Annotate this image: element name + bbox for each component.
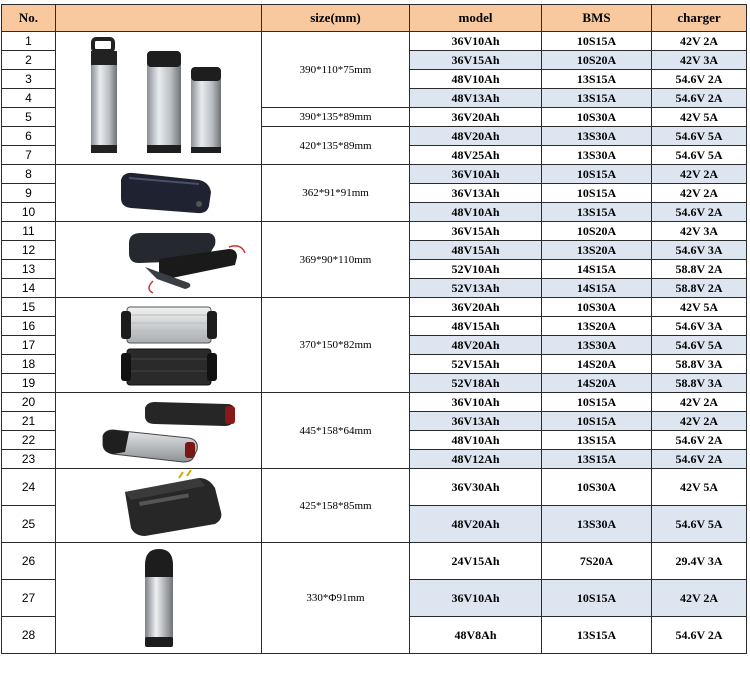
model-cell: 48V13Ah: [410, 89, 542, 108]
charger-cell: 54.6V 2A: [652, 431, 747, 450]
silver-rack-tube-batteries-photo: [59, 33, 259, 163]
table-row: [2, 543, 747, 580]
charger-cell: 54.6V 5A: [652, 336, 747, 355]
bms-cell: 10S20A: [542, 51, 652, 70]
row-number: 21: [2, 412, 56, 431]
row-number: 22: [2, 431, 56, 450]
model-cell: 48V20Ah: [410, 127, 542, 146]
charger-cell: 42V 2A: [652, 184, 747, 203]
model-cell: 36V13Ah: [410, 184, 542, 203]
header-model: model: [410, 5, 542, 32]
size-cell: 362*91*91mm: [262, 165, 410, 222]
size-cell: 390*135*89mm: [262, 108, 410, 127]
charger-cell: 58.8V 3A: [652, 374, 747, 393]
size-cell: 390*110*75mm: [262, 32, 410, 108]
model-cell: 36V15Ah: [410, 222, 542, 241]
header-charger: charger: [652, 5, 747, 32]
charger-cell: 54.6V 5A: [652, 506, 747, 543]
bms-cell: 13S15A: [542, 89, 652, 108]
size-cell: 425*158*85mm: [262, 469, 410, 543]
model-cell: 36V10Ah: [410, 580, 542, 617]
charger-cell: 42V 2A: [652, 580, 747, 617]
bms-cell: 13S20A: [542, 317, 652, 336]
row-number: 9: [2, 184, 56, 203]
bms-cell: 7S20A: [542, 543, 652, 580]
model-cell: 36V10Ah: [410, 165, 542, 184]
charger-cell: 42V 5A: [652, 298, 747, 317]
bms-cell: 10S20A: [542, 222, 652, 241]
charger-cell: 42V 2A: [652, 165, 747, 184]
row-number: 6: [2, 127, 56, 146]
size-cell: 445*158*64mm: [262, 393, 410, 469]
charger-cell: 42V 5A: [652, 108, 747, 127]
row-number: 27: [2, 580, 56, 617]
row-number: 4: [2, 89, 56, 108]
size-cell: 420*135*89mm: [262, 127, 410, 165]
charger-cell: 42V 2A: [652, 393, 747, 412]
bms-cell: 13S30A: [542, 336, 652, 355]
charger-cell: 54.6V 2A: [652, 203, 747, 222]
bms-cell: 13S20A: [542, 241, 652, 260]
model-cell: 36V13Ah: [410, 412, 542, 431]
bms-cell: 13S15A: [542, 617, 652, 654]
model-cell: 48V10Ah: [410, 70, 542, 89]
charger-cell: 42V 2A: [652, 32, 747, 51]
model-cell: 48V20Ah: [410, 506, 542, 543]
model-cell: 36V15Ah: [410, 51, 542, 70]
bms-cell: 10S30A: [542, 469, 652, 506]
charger-cell: 42V 2A: [652, 412, 747, 431]
charger-cell: 29.4V 3A: [652, 543, 747, 580]
product-image-cell: [56, 298, 262, 393]
product-image-cell: [56, 165, 262, 222]
row-number: 16: [2, 317, 56, 336]
row-number: 8: [2, 165, 56, 184]
charger-cell: 58.8V 2A: [652, 279, 747, 298]
bms-cell: 14S15A: [542, 260, 652, 279]
product-image-cell: [56, 469, 262, 543]
charger-cell: 42V 3A: [652, 51, 747, 70]
row-number: 24: [2, 469, 56, 506]
row-number: 2: [2, 51, 56, 70]
bms-cell: 13S30A: [542, 146, 652, 165]
charger-cell: 54.6V 3A: [652, 317, 747, 336]
row-number: 11: [2, 222, 56, 241]
black-downtube-battery-with-mount-photo: [59, 223, 259, 297]
charger-cell: 54.6V 2A: [652, 70, 747, 89]
bms-cell: 10S15A: [542, 393, 652, 412]
product-image-cell: [56, 393, 262, 469]
charger-cell: 42V 5A: [652, 469, 747, 506]
row-number: 3: [2, 70, 56, 89]
model-cell: 36V20Ah: [410, 298, 542, 317]
bms-cell: 10S15A: [542, 32, 652, 51]
model-cell: 48V10Ah: [410, 203, 542, 222]
row-number: 14: [2, 279, 56, 298]
bms-cell: 13S15A: [542, 70, 652, 89]
table-row: [2, 32, 747, 51]
model-cell: 52V15Ah: [410, 355, 542, 374]
model-cell: 36V10Ah: [410, 393, 542, 412]
charger-cell: 54.6V 5A: [652, 127, 747, 146]
bms-cell: 13S15A: [542, 203, 652, 222]
bms-cell: 10S15A: [542, 184, 652, 203]
size-cell: 370*150*82mm: [262, 298, 410, 393]
row-number: 10: [2, 203, 56, 222]
row-number: 1: [2, 32, 56, 51]
bms-cell: 10S30A: [542, 108, 652, 127]
charger-cell: 58.8V 3A: [652, 355, 747, 374]
model-cell: 48V12Ah: [410, 450, 542, 469]
product-image-cell: [56, 32, 262, 165]
row-number: 23: [2, 450, 56, 469]
header-row: [2, 5, 747, 32]
bms-cell: 13S15A: [542, 431, 652, 450]
row-number: 17: [2, 336, 56, 355]
bms-cell: 10S15A: [542, 165, 652, 184]
charger-cell: 54.6V 2A: [652, 89, 747, 108]
product-image-cell: [56, 222, 262, 298]
bms-cell: 14S15A: [542, 279, 652, 298]
bms-cell: 13S30A: [542, 127, 652, 146]
row-number: 28: [2, 617, 56, 654]
row-number: 13: [2, 260, 56, 279]
table-row: [2, 222, 747, 241]
charger-cell: 54.6V 3A: [652, 241, 747, 260]
size-cell: 330*Φ91mm: [262, 543, 410, 654]
model-cell: 48V8Ah: [410, 617, 542, 654]
charger-cell: 42V 3A: [652, 222, 747, 241]
bms-cell: 14S20A: [542, 355, 652, 374]
row-number: 26: [2, 543, 56, 580]
row-number: 5: [2, 108, 56, 127]
table-row: [2, 165, 747, 184]
row-number: 20: [2, 393, 56, 412]
rear-rack-black-battery-photo: [59, 470, 259, 542]
bottle-battery-photo: [59, 543, 259, 653]
row-number: 12: [2, 241, 56, 260]
model-cell: 48V25Ah: [410, 146, 542, 165]
row-number: 25: [2, 506, 56, 543]
table-row: [2, 298, 747, 317]
bms-cell: 13S15A: [542, 450, 652, 469]
model-cell: 48V10Ah: [410, 431, 542, 450]
charger-cell: 54.6V 2A: [652, 450, 747, 469]
bms-cell: 10S15A: [542, 580, 652, 617]
battery-spec-table: [1, 4, 747, 654]
table-row: [2, 469, 747, 506]
model-cell: 52V18Ah: [410, 374, 542, 393]
slim-downtube-batteries-photo: [59, 394, 259, 468]
bms-cell: 14S20A: [542, 374, 652, 393]
header-bms: BMS: [542, 5, 652, 32]
model-cell: 48V20Ah: [410, 336, 542, 355]
bms-cell: 13S30A: [542, 506, 652, 543]
charger-cell: 58.8V 2A: [652, 260, 747, 279]
charger-cell: 54.6V 2A: [652, 617, 747, 654]
row-number: 19: [2, 374, 56, 393]
model-cell: 52V13Ah: [410, 279, 542, 298]
header-image: [56, 5, 262, 32]
size-cell: 369*90*110mm: [262, 222, 410, 298]
model-cell: 52V10Ah: [410, 260, 542, 279]
table-row: [2, 393, 747, 412]
bms-cell: 10S15A: [542, 412, 652, 431]
model-cell: 36V20Ah: [410, 108, 542, 127]
row-number: 7: [2, 146, 56, 165]
rear-rack-batteries-photo: [59, 299, 259, 391]
bms-cell: 10S30A: [542, 298, 652, 317]
row-number: 15: [2, 298, 56, 317]
model-cell: 24V15Ah: [410, 543, 542, 580]
header-no: No.: [2, 5, 56, 32]
product-image-cell: [56, 543, 262, 654]
model-cell: 48V15Ah: [410, 241, 542, 260]
model-cell: 36V30Ah: [410, 469, 542, 506]
model-cell: 48V15Ah: [410, 317, 542, 336]
black-downtube-battery-photo: [59, 166, 259, 220]
header-size: size(mm): [262, 5, 410, 32]
row-number: 18: [2, 355, 56, 374]
charger-cell: 54.6V 5A: [652, 146, 747, 165]
model-cell: 36V10Ah: [410, 32, 542, 51]
